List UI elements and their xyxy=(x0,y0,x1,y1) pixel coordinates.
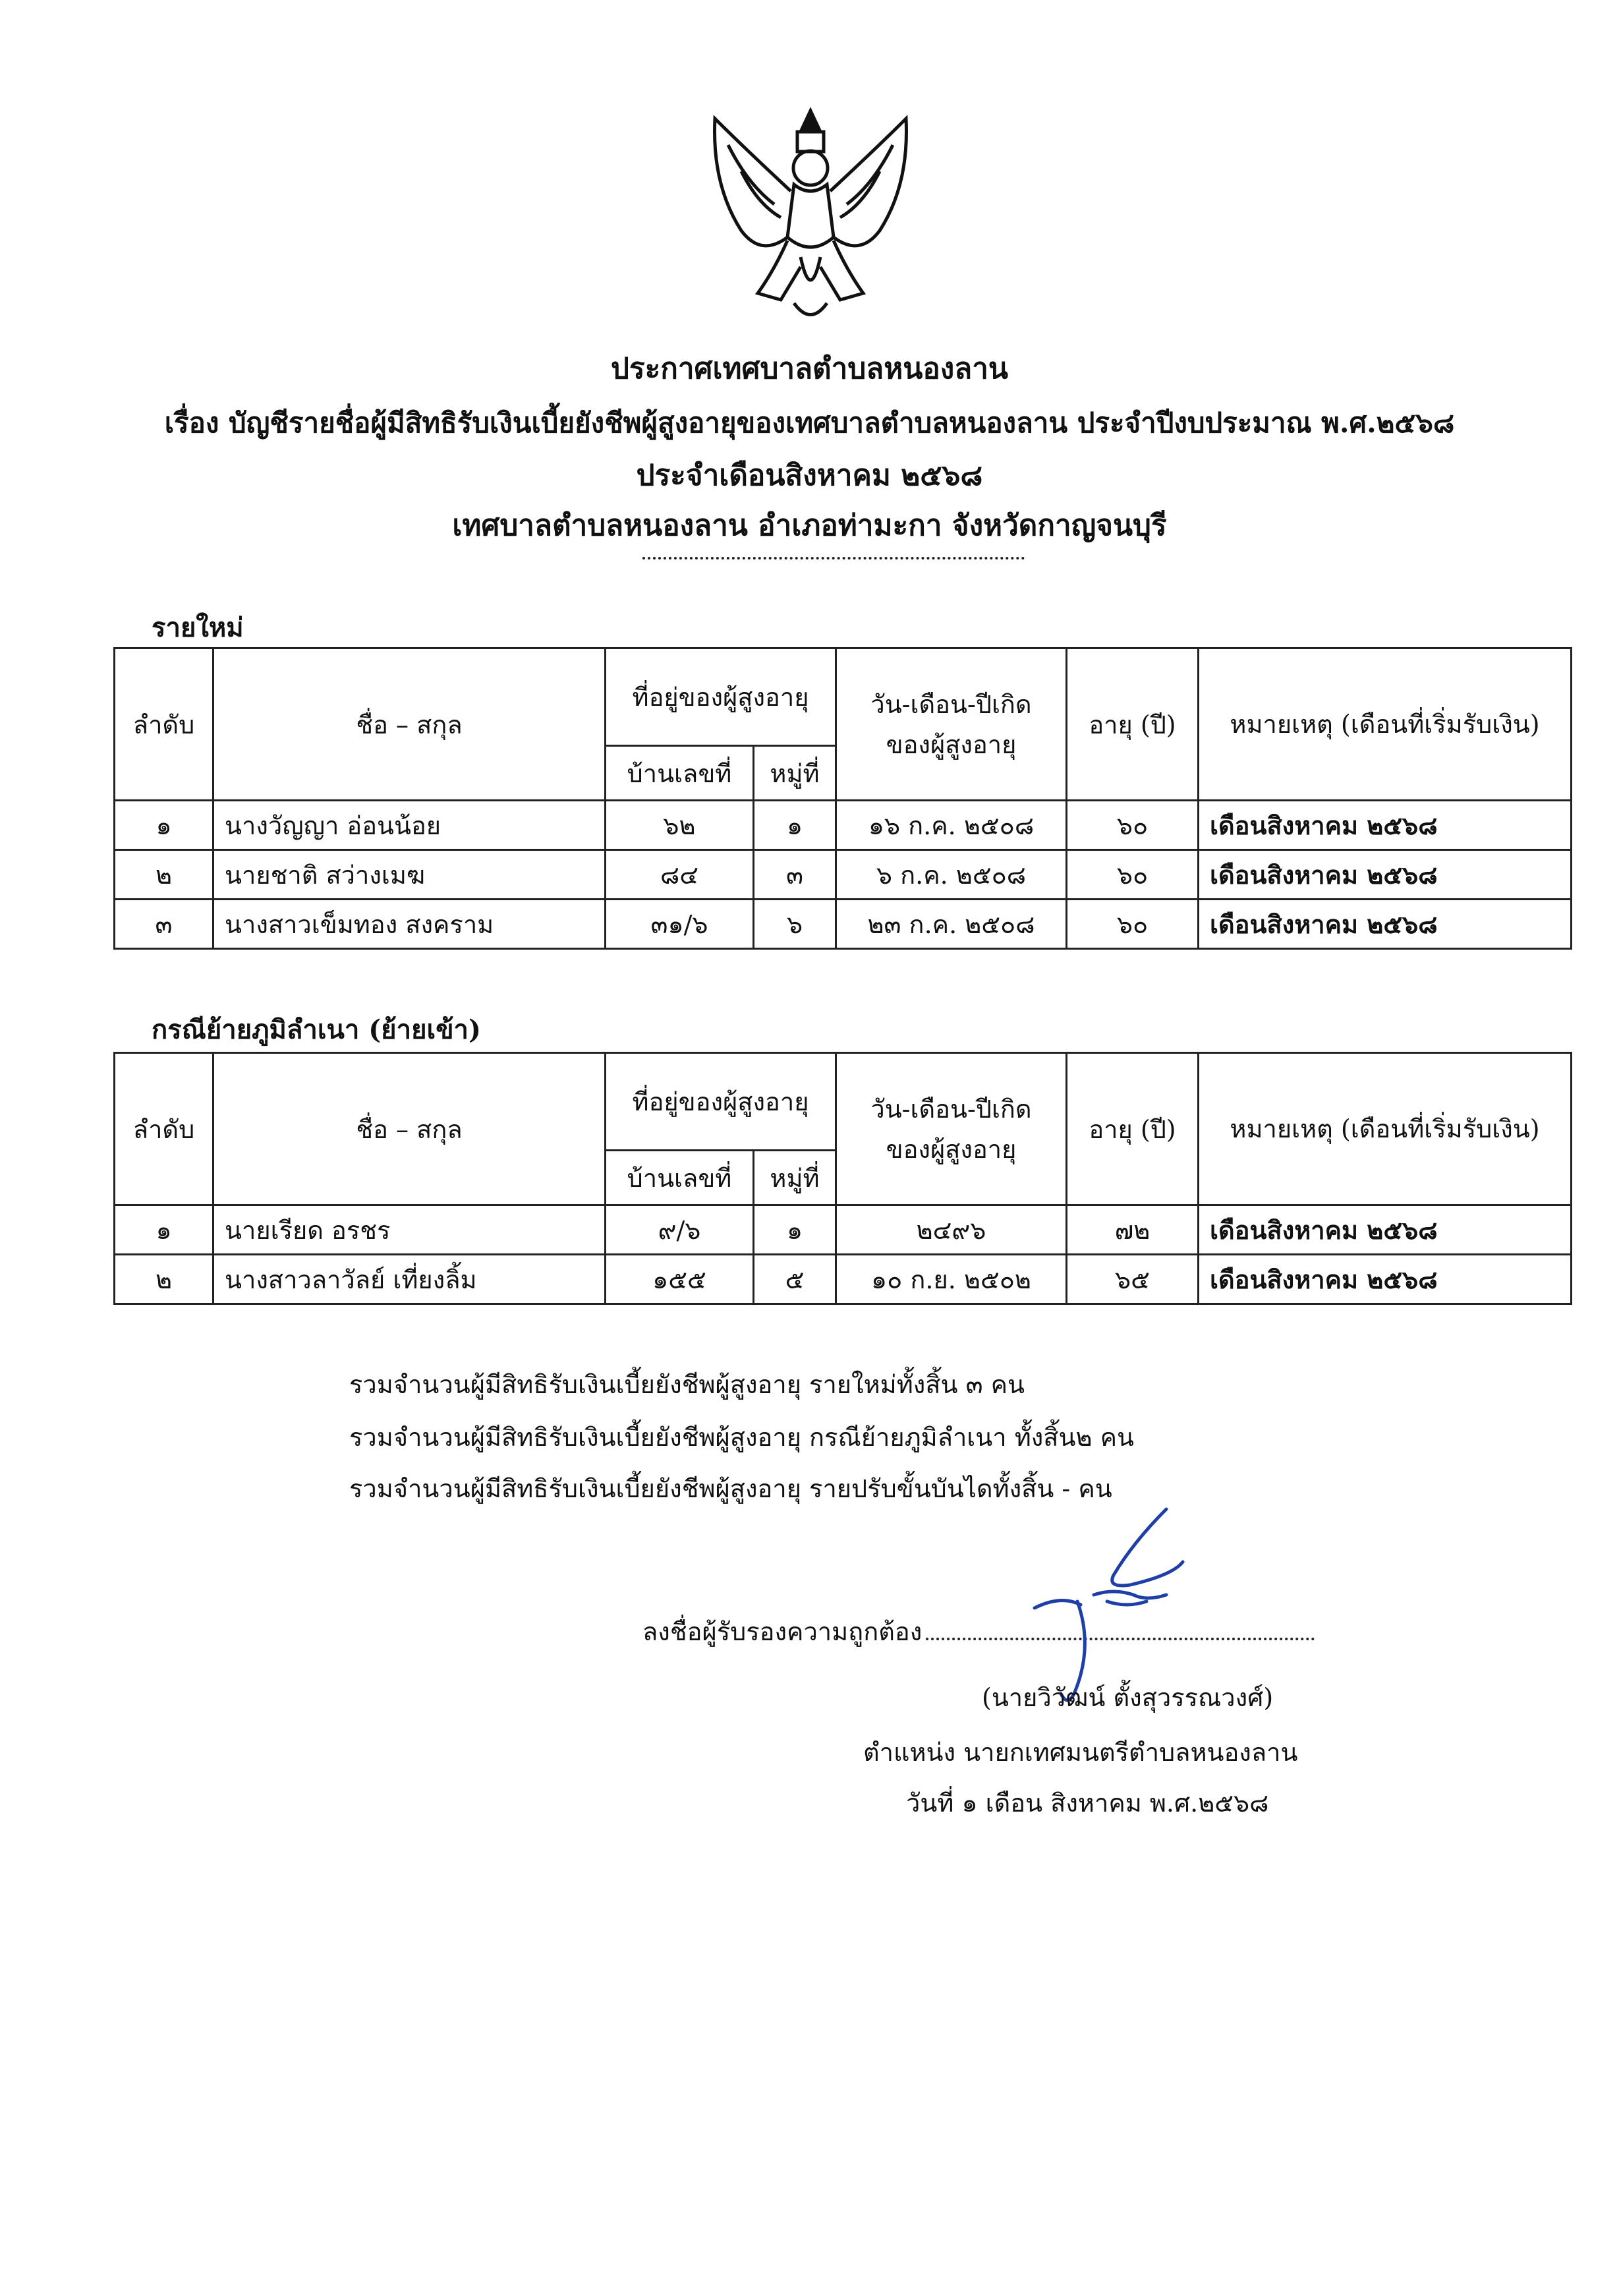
col-header-birth: วัน-เดือน-ปีเกิด ของผู้สูงอายุ xyxy=(836,1053,1067,1205)
cell-age: ๗๒ xyxy=(1067,1205,1199,1255)
cell-no: ๒ xyxy=(115,850,213,900)
col-header-house-no: บ้านเลขที่ xyxy=(606,746,754,801)
table-row xyxy=(115,801,1572,850)
cell-house-no: ๓๑/๖ xyxy=(606,900,754,949)
cell-moo: ๑ xyxy=(754,801,836,850)
col-header-name: ชื่อ – สกุล xyxy=(213,648,606,801)
table-row xyxy=(115,900,1572,949)
cell-remark: เดือนสิงหาคม ๒๕๖๘ xyxy=(1199,850,1572,900)
cell-age: ๖๐ xyxy=(1067,801,1199,850)
cell-age: ๖๐ xyxy=(1067,850,1199,900)
cell-house-no: ๑๕๕ xyxy=(606,1255,754,1304)
garuda-emblem-icon xyxy=(702,105,919,330)
cell-remark: เดือนสิงหาคม ๒๕๖๘ xyxy=(1199,1205,1572,1255)
cell-no: ๒ xyxy=(115,1255,213,1304)
cell-birth: ๒๔๙๖ xyxy=(836,1205,1067,1255)
cell-no: ๑ xyxy=(115,1205,213,1255)
cell-age: ๖๕ xyxy=(1067,1255,1199,1304)
cell-birth: ๒๓ ก.ค. ๒๕๐๘ xyxy=(836,900,1067,949)
col-header-remark: หมายเหตุ (เดือนที่เริ่มรับเงิน) xyxy=(1199,648,1572,801)
certify-label: ลงชื่อผู้รับรองความถูกต้อง xyxy=(642,1617,923,1646)
col-header-moo: หมู่ที่ xyxy=(754,746,836,801)
col-header-moo: หมู่ที่ xyxy=(754,1151,836,1205)
section-title-new: รายใหม่ xyxy=(152,612,244,643)
cell-house-no: ๘๔ xyxy=(606,850,754,900)
cell-house-no: ๙/๖ xyxy=(606,1205,754,1255)
section-title-move-in: กรณีย้ายภูมิลำเนา (ย้ายเข้า) xyxy=(152,1014,481,1045)
col-header-address: ที่อยู่ของผู้สูงอายุ xyxy=(606,648,836,746)
signer-position: ตำแหน่ง นายกเทศมนตรีตำบลหนองลาน xyxy=(863,1738,1298,1767)
cell-moo: ๑ xyxy=(754,1205,836,1255)
col-header-age: อายุ (ปี) xyxy=(1067,648,1199,801)
cell-moo: ๕ xyxy=(754,1255,836,1304)
cell-name: นายชาติ สว่างเมฆ xyxy=(213,850,606,900)
col-header-address: ที่อยู่ของผู้สูงอายุ xyxy=(606,1053,836,1151)
announcement-subject: เรื่อง บัญชีรายชื่อผู้มีสิทธิรับเงินเบี้ยยังชีพผู้สูงอายุของเทศบาลตำบลหนองลาน ประจำปีงบประมาณ พ.ศ.๒๕๖๘ xyxy=(164,407,1455,439)
cell-birth: ๑๖ ก.ค. ๒๕๐๘ xyxy=(836,801,1067,850)
new-recipients-table xyxy=(113,647,1572,950)
cell-name: นางวัญญา อ่อนน้อย xyxy=(213,801,606,850)
table-row xyxy=(115,1205,1572,1255)
cell-remark: เดือนสิงหาคม ๒๕๖๘ xyxy=(1199,801,1572,850)
cell-no: ๓ xyxy=(115,900,213,949)
summary-move-in-count: รวมจำนวนผู้มีสิทธิรับเงินเบี้ยยังชีพผู้สูงอายุ กรณีย้ายภูมิลำเนา ทั้งสิ้น๒ คน xyxy=(349,1423,1134,1452)
move-in-recipients-table xyxy=(113,1052,1572,1305)
cell-birth: ๑๐ ก.ย. ๒๕๐๒ xyxy=(836,1255,1067,1304)
summary-new-count: รวมจำนวนผู้มีสิทธิรับเงินเบี้ยยังชีพผู้สูงอายุ รายใหม่ทั้งสิ้น ๓ คน xyxy=(349,1370,1025,1399)
signing-date: วันที่ ๑ เดือน สิงหาคม พ.ศ.๒๕๖๘ xyxy=(906,1789,1269,1818)
summary-step-adjust-count: รวมจำนวนผู้มีสิทธิรับเงินเบี้ยยังชีพผู้สูงอายุ รายปรับขั้นบันไดทั้งสิ้น - คน xyxy=(349,1474,1112,1503)
cell-house-no: ๖๒ xyxy=(606,801,754,850)
cell-age: ๖๐ xyxy=(1067,900,1199,949)
cell-birth: ๖ ก.ค. ๒๕๐๘ xyxy=(836,850,1067,900)
table-row xyxy=(115,1255,1572,1304)
col-header-birth: วัน-เดือน-ปีเกิด ของผู้สูงอายุ xyxy=(836,648,1067,801)
col-header-remark: หมายเหตุ (เดือนที่เริ่มรับเงิน) xyxy=(1199,1053,1572,1205)
cell-name: นางสาวเข็มทอง สงคราม xyxy=(213,900,606,949)
cell-moo: ๓ xyxy=(754,850,836,900)
col-header-name: ชื่อ – สกุล xyxy=(213,1053,606,1205)
cell-name: นายเรียด อรชร xyxy=(213,1205,606,1255)
col-header-no: ลำดับ xyxy=(115,1053,213,1205)
cell-no: ๑ xyxy=(115,801,213,850)
cell-moo: ๖ xyxy=(754,900,836,949)
handwritten-signature-icon xyxy=(1015,1496,1239,1707)
col-header-no: ลำดับ xyxy=(115,648,213,801)
divider xyxy=(642,557,1025,560)
announcement-title: ประกาศเทศบาลตำบลหนองลาน xyxy=(611,352,1008,386)
announcement-month: ประจำเดือนสิงหาคม ๒๕๖๘ xyxy=(636,459,983,492)
cell-remark: เดือนสิงหาคม ๒๕๖๘ xyxy=(1199,1255,1572,1304)
cell-name: นางสาวลาวัลย์ เที่ยงลิ้ม xyxy=(213,1255,606,1304)
col-header-age: อายุ (ปี) xyxy=(1067,1053,1199,1205)
signer-name: (นายวิวัฒน์ ตั้งสุวรรณวงศ์) xyxy=(982,1683,1274,1712)
col-header-house-no: บ้านเลขที่ xyxy=(606,1151,754,1205)
announcement-org: เทศบาลตำบลหนองลาน อำเภอท่ามะกา จังหวัดกาญจนบุรี xyxy=(452,509,1167,542)
cell-remark: เดือนสิงหาคม ๒๕๖๘ xyxy=(1199,900,1572,949)
table-row xyxy=(115,850,1572,900)
